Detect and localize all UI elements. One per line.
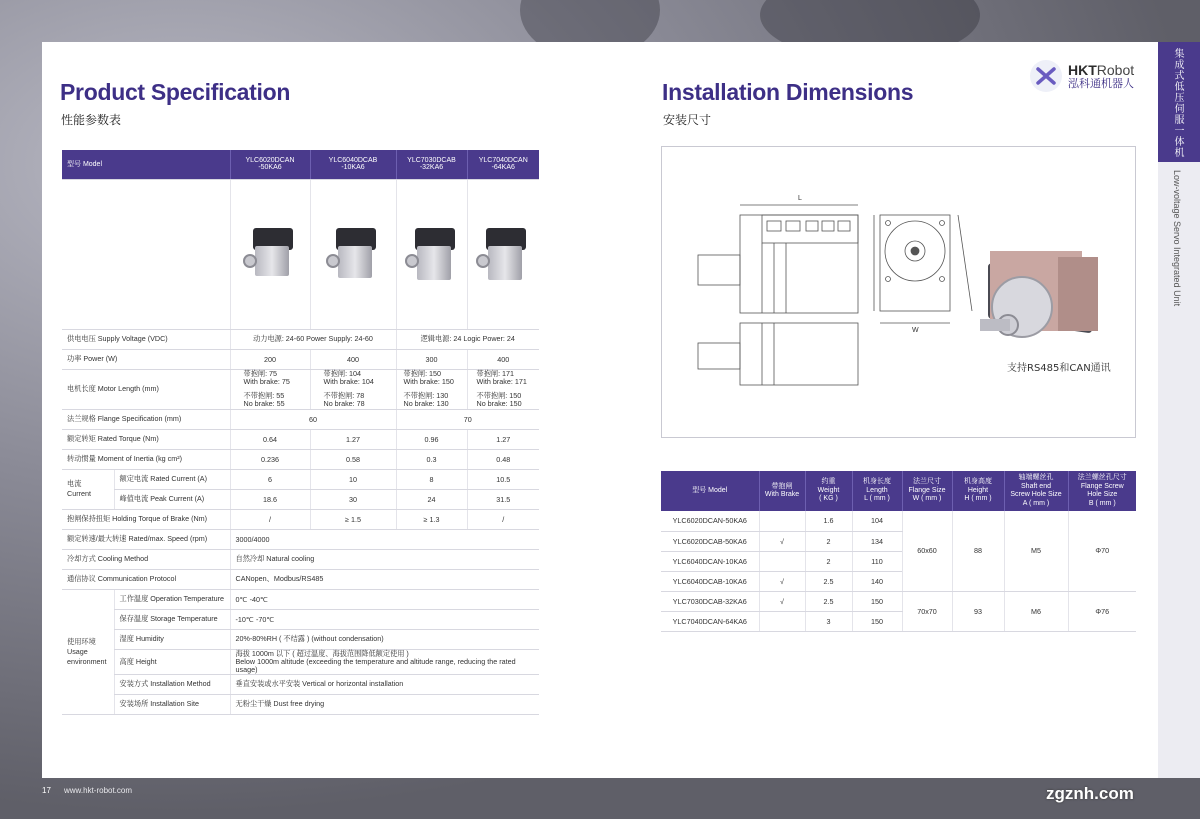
cell: / [467, 509, 539, 529]
cell: 6 [230, 469, 310, 489]
right-page-title: Installation Dimensions [662, 79, 914, 105]
cell: YLC6040DCAB-10KA6 [661, 571, 759, 591]
watermark: zgznh.com [1046, 784, 1134, 803]
cell: 134 [852, 531, 902, 551]
brand-logo [1030, 60, 1134, 92]
cell: 2.5 [805, 591, 852, 611]
footer-url: www.hkt-robot.com [64, 786, 133, 795]
product-image [310, 179, 396, 329]
cell: M6 [1004, 591, 1068, 631]
logo-brand-bold: HKT [1068, 61, 1097, 78]
spec-table [62, 150, 539, 715]
group-label-environment: 使用环境 Usage environment [62, 589, 114, 714]
row-label: 功率 Power (W) [62, 349, 230, 369]
row-label: 工作温度 Operation Temperature [114, 589, 230, 609]
cell: 70x70 [902, 591, 952, 631]
row-label: 保存温度 Storage Temperature [114, 609, 230, 629]
cell: 3000/4000 [230, 529, 539, 549]
logo-brand-cn: 泓科通机器人 [1068, 76, 1134, 90]
cell: 300 [396, 349, 467, 369]
page-number: 17 [42, 786, 51, 795]
cell: 70 [396, 409, 539, 429]
cell: 0.236 [230, 449, 310, 469]
cell: YLC6040DCAN-10KA6 [661, 551, 759, 571]
cell: 自然冷却 Natural cooling [230, 549, 539, 569]
cell: 0.48 [467, 449, 539, 469]
dim-label-w: W [912, 327, 919, 334]
cell: 3 [805, 611, 852, 631]
cell: 60 [230, 409, 396, 429]
cell: 31.5 [467, 489, 539, 509]
cell [759, 511, 805, 531]
cell: YLC6020DCAB-50KA6 [661, 531, 759, 551]
row-label: 额定转速/最大转速 Rated/max. Speed (rpm) [62, 529, 230, 549]
cell: Φ76 [1068, 591, 1136, 631]
spec-header-col: YLC7040DCAN -64KA6 [467, 150, 539, 179]
cell: Φ70 [1068, 511, 1136, 591]
cell: 30 [310, 489, 396, 509]
cell: 88 [952, 511, 1004, 591]
cell [396, 369, 467, 409]
logo-mark-icon [1030, 60, 1062, 92]
row-label: 额定电流 Rated Current (A) [114, 469, 230, 489]
cell [310, 369, 396, 409]
cell: 10 [310, 469, 396, 489]
cell: 垂直安装或水平安装 Vertical or horizontal installation [230, 674, 539, 694]
cell: 0.64 [230, 429, 310, 449]
cell: YLC6020DCAN-50KA6 [661, 511, 759, 531]
dimension-drawing [661, 146, 1136, 438]
cell: / [230, 509, 310, 529]
group-label-current: 电流 Current [62, 469, 114, 509]
product-image [396, 179, 467, 329]
cell: ≥ 1.5 [310, 509, 396, 529]
cell: 1.27 [467, 429, 539, 449]
cell: 24 [396, 489, 467, 509]
table-row [661, 511, 1136, 531]
dim-header: 型号 Model [661, 471, 759, 511]
side-tab-en: Low-voltage Servo Integrated Unit [1172, 170, 1182, 307]
dim-header: 法兰螺丝孔尺寸 Flange Screw Hole Size B ( mm ) [1068, 471, 1136, 511]
dim-label-l: L [798, 195, 802, 202]
dim-header: 轴端螺丝孔 Shaft end Screw Hole Size A ( mm ) [1004, 471, 1068, 511]
product-image [467, 179, 539, 329]
product-image [230, 179, 310, 329]
spec-header-model: 型号 Model [62, 150, 230, 179]
left-page-title: Product Specification [60, 79, 291, 105]
cell: 1.6 [805, 511, 852, 531]
motor-length-no-brake: 不带抱闸: 78 No brake: 78 [323, 391, 365, 408]
cell: 10.5 [467, 469, 539, 489]
spec-image-spacer [62, 179, 230, 329]
cell [467, 369, 539, 409]
dim-header: 带抱闸 With Brake [759, 471, 805, 511]
cell: 0.58 [310, 449, 396, 469]
side-tab [1158, 42, 1200, 778]
dim-header: 机身高度 Height H ( mm ) [952, 471, 1004, 511]
cell: 2 [805, 551, 852, 571]
cell: 150 [852, 611, 902, 631]
motor-length-with-brake: 带抱闸: 150 With brake: 150 [403, 369, 454, 386]
left-page-subtitle: 性能参数表 [61, 113, 122, 127]
motor-length-no-brake: 不带抱闸: 55 No brake: 55 [243, 391, 285, 408]
cell: 60x60 [902, 511, 952, 591]
motor-length-no-brake: 不带抱闸: 150 No brake: 150 [476, 391, 522, 408]
cell: 8 [396, 469, 467, 489]
row-label: 峰值电流 Peak Current (A) [114, 489, 230, 509]
right-page-subtitle: 安装尺寸 [663, 113, 712, 127]
cell [759, 611, 805, 631]
motor-length-no-brake: 不带抱闸: 130 No brake: 130 [403, 391, 449, 408]
row-label: 湿度 Humidity [114, 629, 230, 649]
cell: 104 [852, 511, 902, 531]
cell: 93 [952, 591, 1004, 631]
row-label: 供电电压 Supply Voltage (VDC) [62, 329, 230, 349]
row-label: 转动惯量 Moment of Inertia (kg cm²) [62, 449, 230, 469]
logo-brand-light: Robot [1096, 61, 1135, 78]
cell: 无粉尘干燥 Dust free drying [230, 694, 539, 714]
cell: √ [759, 531, 805, 551]
cell: √ [759, 571, 805, 591]
motor-length-with-brake: 带抱闸: 75 With brake: 75 [243, 369, 290, 386]
cell: 2 [805, 531, 852, 551]
spec-header-col: YLC6040DCAB -10KA6 [310, 150, 396, 179]
cell: 海拔 1000m 以下 ( 超过温度、海拔范围降低额定使用 ) Below 1000m altitude (exceeding the temperature and altitude range, reducing the rated usage) [230, 649, 539, 674]
motor-length-with-brake: 带抱闸: 104 With brake: 104 [323, 369, 374, 386]
dim-header: 机身长度 Length L ( mm ) [852, 471, 902, 511]
cell: 0℃ -40℃ [230, 589, 539, 609]
side-tab-cn: 集成式低压伺服一体机 [1172, 48, 1183, 158]
motor-length-with-brake: 带抱闸: 171 With brake: 171 [476, 369, 527, 386]
cell [759, 551, 805, 571]
row-label: 安装场所 Installation Site [114, 694, 230, 714]
cell: 400 [310, 349, 396, 369]
cell: 110 [852, 551, 902, 571]
figure-caption: 支持RS485和CAN通讯 [1007, 363, 1111, 374]
cell: 20%-80%RH ( 不结露 ) (without condensation) [230, 629, 539, 649]
row-label: 抱闸保持扭矩 Holding Torque of Brake (Nm) [62, 509, 230, 529]
cell: -10℃ -70℃ [230, 609, 539, 629]
cell: ≥ 1.3 [396, 509, 467, 529]
row-label: 电机长度 Motor Length (mm) [62, 369, 230, 409]
row-label: 通信协议 Communication Protocol [62, 569, 230, 589]
dim-header: 法兰尺寸 Flange Size W ( mm ) [902, 471, 952, 511]
row-label: 高度 Height [114, 649, 230, 674]
row-label: 冷却方式 Cooling Method [62, 549, 230, 569]
cell [230, 369, 310, 409]
dim-header: 约重 Weight ( KG ) [805, 471, 852, 511]
spec-header-col: YLC6020DCAN -50KA6 [230, 150, 310, 179]
dimension-drawing-svg [662, 147, 1137, 439]
row-label: 额定转矩 Rated Torque (Nm) [62, 429, 230, 449]
cell: YLC7040DCAN-64KA6 [661, 611, 759, 631]
cell: CANopen、Modbus/RS485 [230, 569, 539, 589]
table-row [661, 591, 1136, 611]
cell: 200 [230, 349, 310, 369]
dimension-table [661, 471, 1136, 632]
cell: YLC7030DCAB-32KA6 [661, 591, 759, 611]
cell: √ [759, 591, 805, 611]
cell: 400 [467, 349, 539, 369]
cell: 18.6 [230, 489, 310, 509]
side-tab-header [1158, 42, 1200, 162]
cell: 0.96 [396, 429, 467, 449]
cell: 1.27 [310, 429, 396, 449]
spec-header-col: YLC7030DCAB -32KA6 [396, 150, 467, 179]
cell: 2.5 [805, 571, 852, 591]
cell: M5 [1004, 511, 1068, 591]
row-label: 安装方式 Installation Method [114, 674, 230, 694]
cell: 140 [852, 571, 902, 591]
cell: 动力电源: 24-60 Power Supply: 24-60 [230, 329, 396, 349]
cell: 150 [852, 591, 902, 611]
row-label: 法兰规格 Flange Specification (mm) [62, 409, 230, 429]
cell: 0.3 [396, 449, 467, 469]
cell: 逻辑电源: 24 Logic Power: 24 [396, 329, 539, 349]
